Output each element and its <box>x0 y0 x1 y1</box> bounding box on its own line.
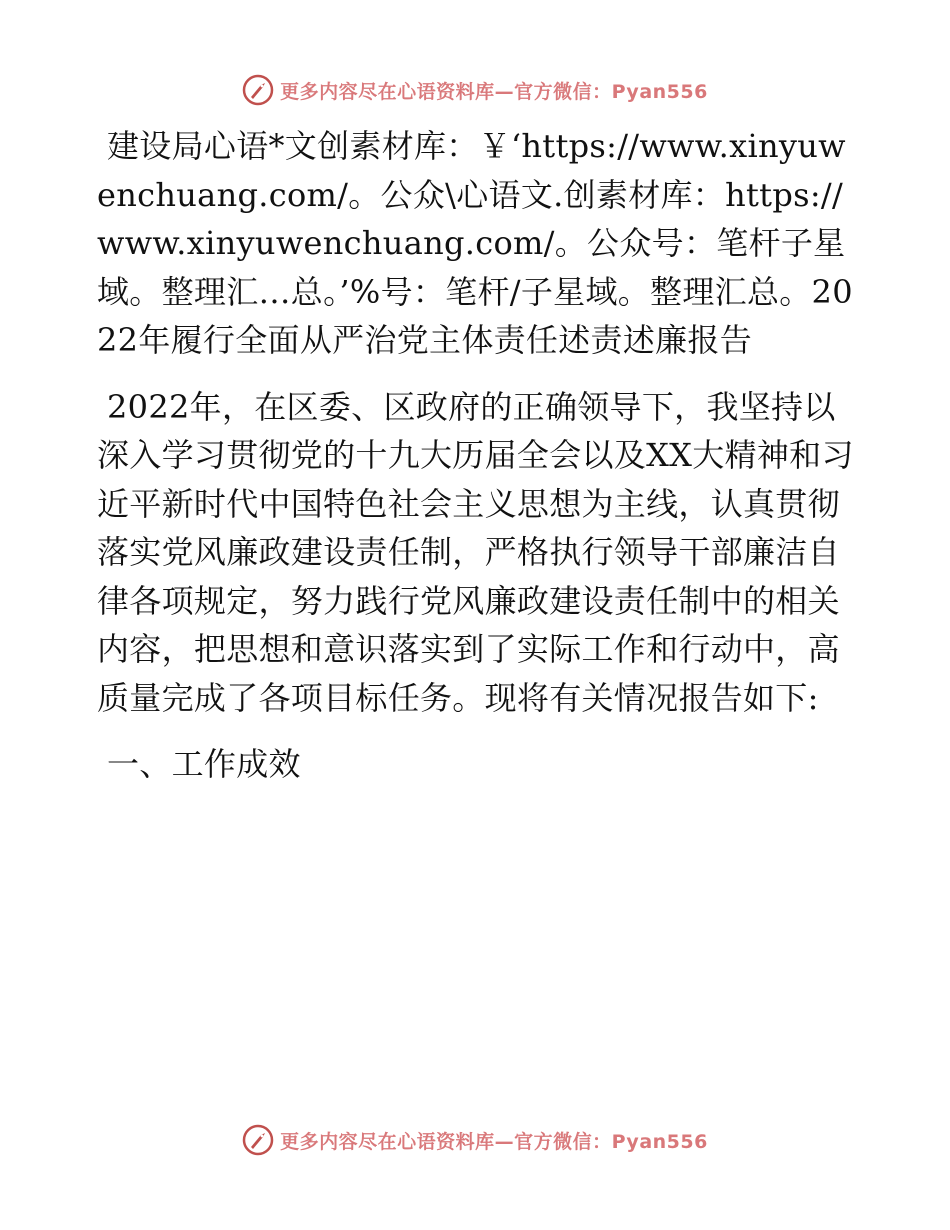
body-paragraph: 2022年，在区委、区政府的正确领导下，我坚持以深入学习贯彻党的十九大历届全会以及XX大精神和习近平新时代中国特色社会主义思想为主线，认真贯彻落实党风廉政建设责任制，严格执行领导干部廉洁自律各项规定，努力践行党风廉政建设责任制中的相关内容，把思想和意识落实到了实际工作和行动中，高质量完成了各项目标任务。现将有关情况报告如下: <box>97 387 854 717</box>
watermark-text: 更多内容尽在心语资料库—官方微信：Pyan556 <box>280 1130 708 1153</box>
pen-nib-logo-icon <box>242 1124 274 1156</box>
watermark-text: 更多内容尽在心语资料库—官方微信：Pyan556 <box>280 80 708 103</box>
section-heading: 一、工作成效 <box>107 745 301 783</box>
footer-watermark <box>0 1123 950 1157</box>
document-body <box>97 122 857 789</box>
pen-nib-logo-icon <box>242 74 274 106</box>
intro-paragraph: 建设局心语*文创素材库：￥‘https://www.xinyuwenchuang.com/。公众\心语文.创素材库：https://www.xinyuwenchuang.com/。公众号：笔杆子星域。整理汇…总。’%号：笔杆/子星域。整理汇总。2022年履行全面从严治党主体责任述责述廉报告 <box>97 127 853 359</box>
header-watermark <box>0 73 950 107</box>
